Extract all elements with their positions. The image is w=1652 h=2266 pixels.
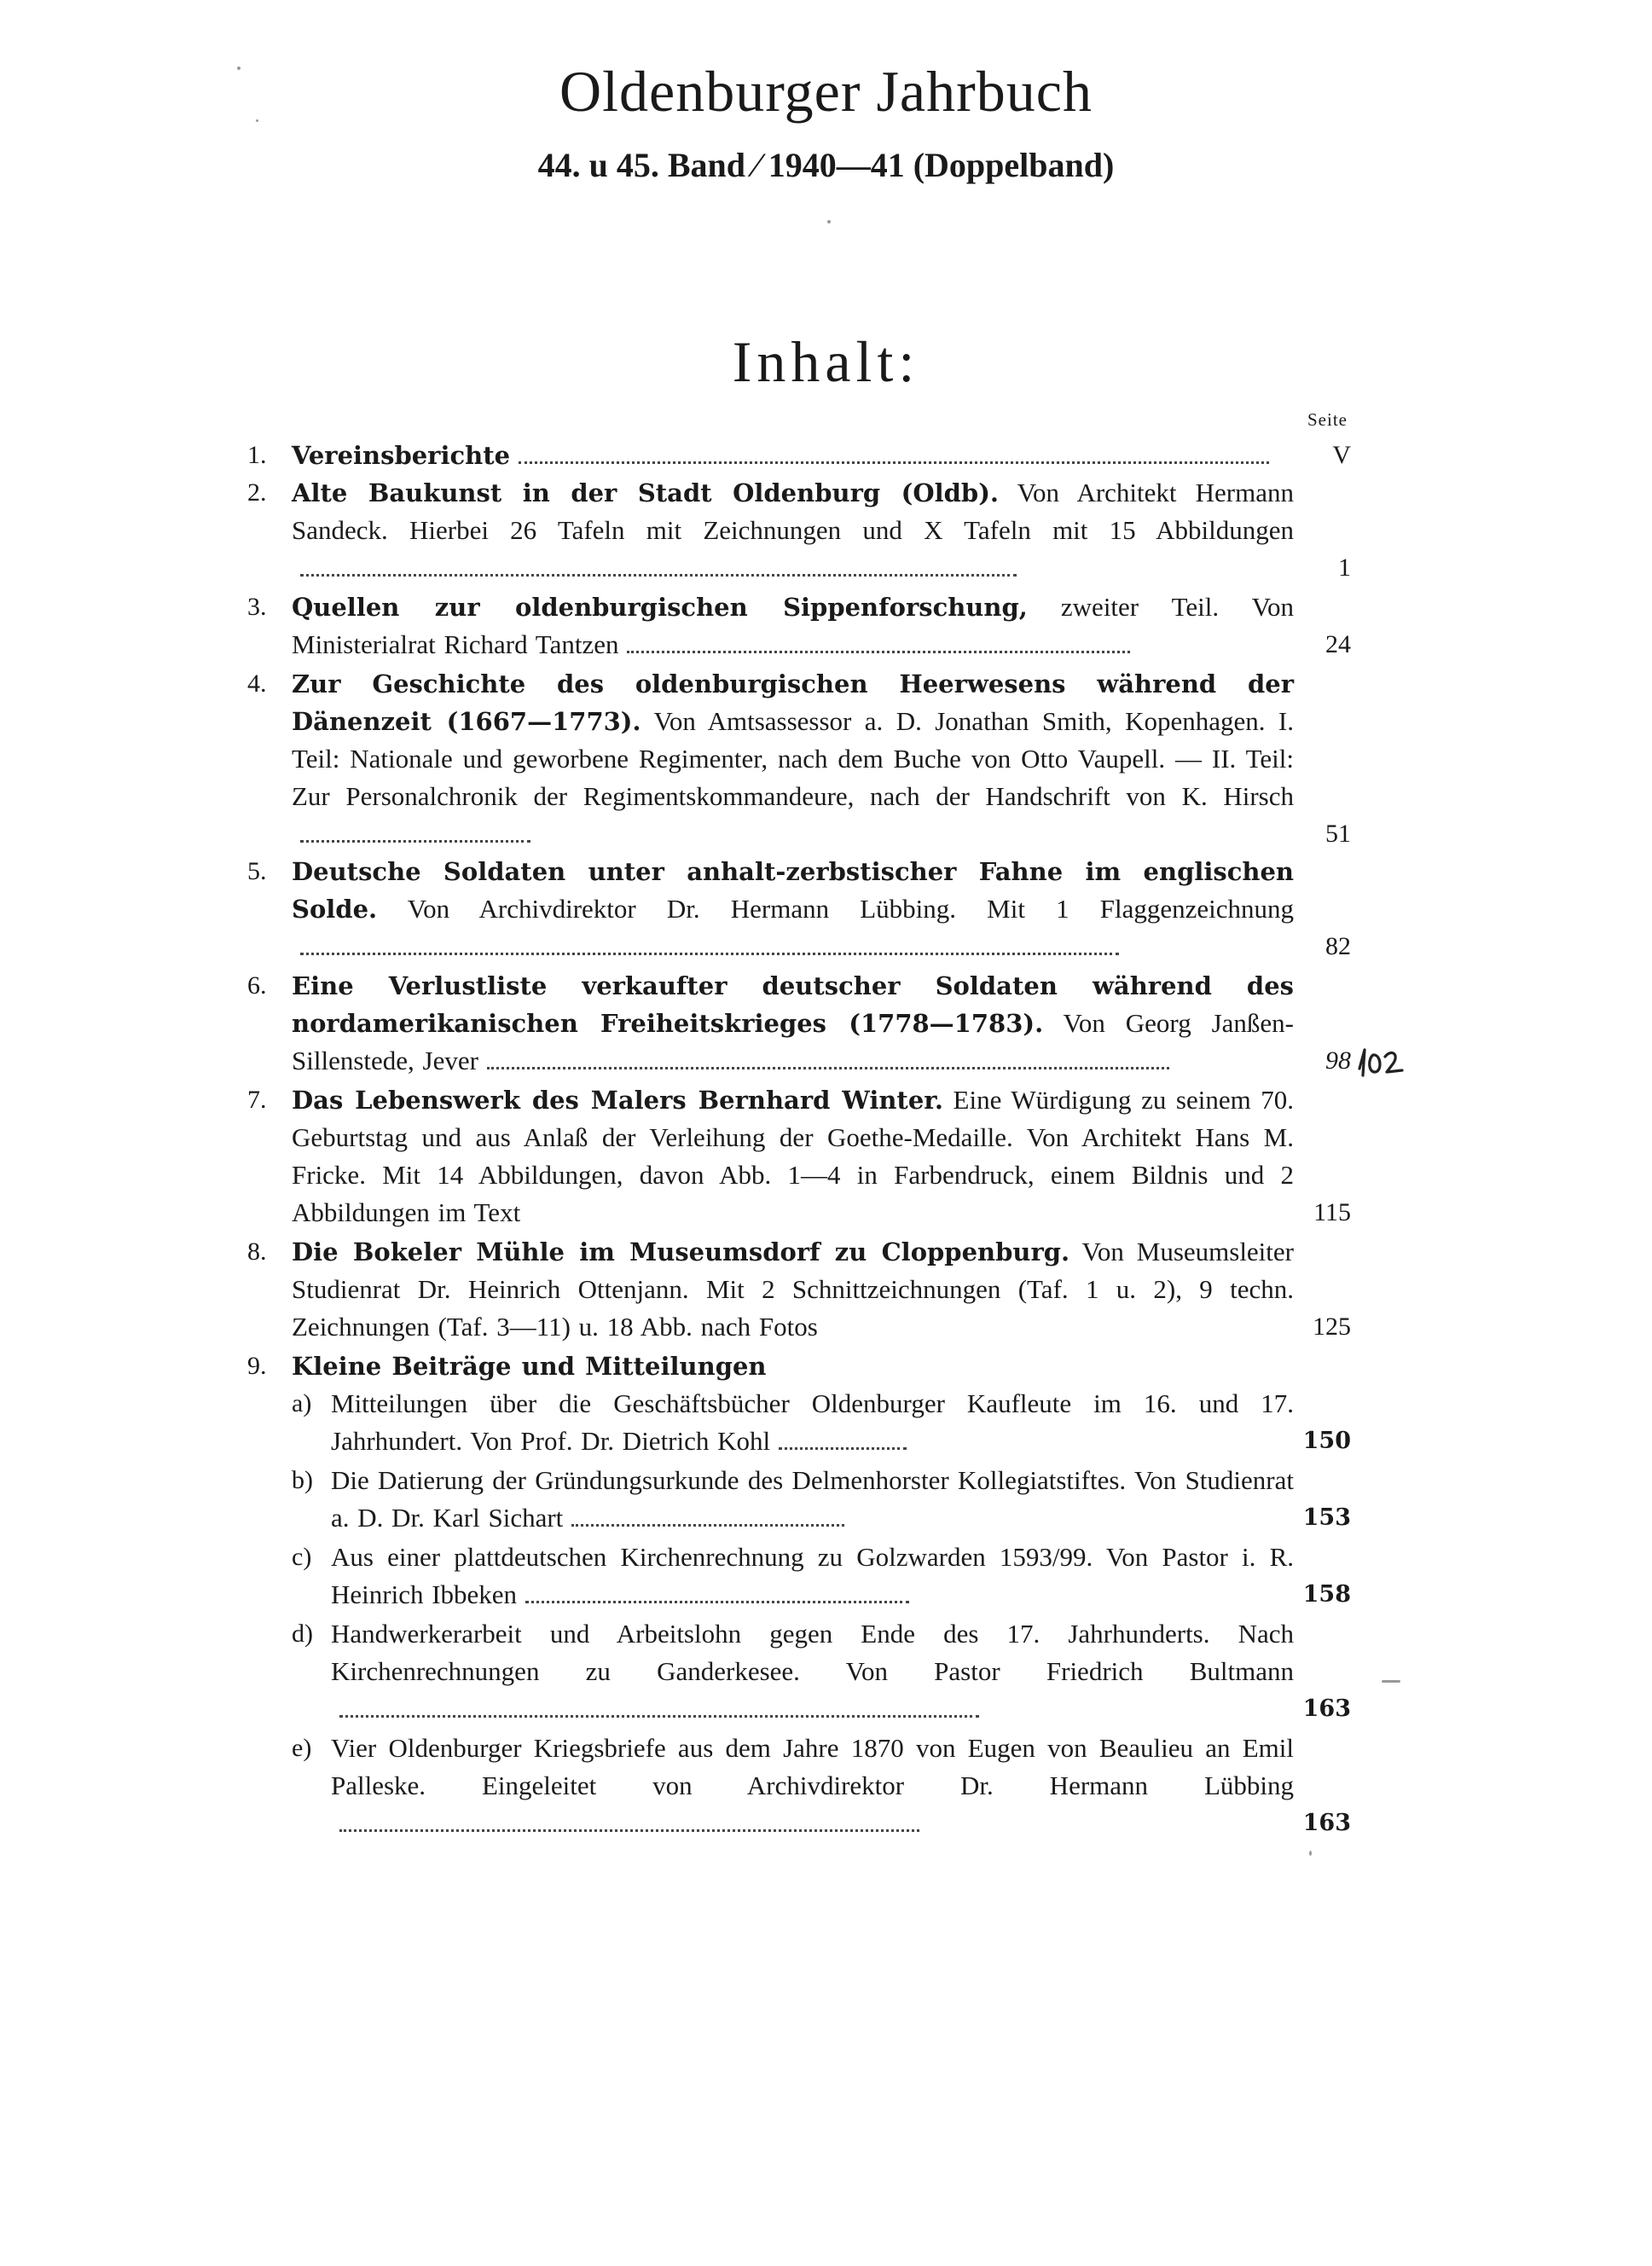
- subentry-text: [331, 1615, 1294, 1728]
- entry-text: [292, 474, 1294, 587]
- handwriting-icon: [1354, 1036, 1414, 1087]
- subentry-letter: d): [292, 1620, 313, 1648]
- entry-title: Vereinsberichte: [292, 441, 511, 470]
- entry-title: Die Bokeler Mühle im Museumsdorf zu Cloppenburg.: [292, 1237, 1070, 1266]
- dot-leader: [487, 1067, 1169, 1069]
- book-title: Oldenburger Jahrbuch: [559, 59, 1093, 124]
- entry-number: 2.: [247, 478, 267, 507]
- entry-page: 150: [1302, 1428, 1351, 1454]
- entry-title: Eine Verlustliste verkaufter deutscher Soldaten während des nordamerikanischen Freiheitskrieges (1778—1783).: [292, 971, 1294, 1038]
- entry-page: 51: [1325, 820, 1351, 848]
- entry-text: [292, 665, 1294, 853]
- subentry-text: [331, 1462, 1294, 1537]
- dot-leader: [627, 651, 1130, 653]
- subentry-description: Aus einer plattdeutschen Kirchenrechnung zu Golzwarden 1593/99. Von Pastor i. R. Heinrich Ibbeken: [331, 1542, 1294, 1609]
- dot-leader: [779, 1447, 907, 1450]
- subentry-text: [331, 1730, 1294, 1842]
- dot-leader: [519, 461, 1269, 464]
- entry-description: Von Georg Janßen-Sillenstede, Jever: [292, 1008, 1294, 1075]
- entry-text: [292, 1347, 1294, 1385]
- dot-leader: [571, 1524, 844, 1527]
- entry-number: 6.: [247, 971, 267, 1000]
- dot-leader: [300, 840, 530, 843]
- entry-text: [292, 1233, 1294, 1346]
- subentry-letter: e): [292, 1734, 312, 1762]
- entry-text: [292, 967, 1294, 1080]
- volume-subtitle: 44. u 45. Band ⁄ 1940—41 (Doppelband): [537, 146, 1115, 184]
- scan-speck: [1382, 1680, 1400, 1683]
- entry-description: Von Amtsassessor a. D. Jonathan Smith, Kopenhagen. I. Teil: Nationale und geworbene Regimenter, nach dem Buche von Otto Vaupell. — II. Teil: Zur Personalchronik der Regimentskommandeure, nach der Handschrift von K. Hirsch: [292, 706, 1294, 811]
- entry-text: [292, 1081, 1294, 1232]
- entry-page: 1: [1338, 553, 1351, 582]
- scan-speck: [1309, 1851, 1312, 1856]
- subentry-description: Vier Oldenburger Kriegsbriefe aus dem Jahre 1870 von Eugen von Beaulieu an Emil Palleske. Eingeleitet von Archivdirektor Dr. Hermann Lübbing: [331, 1733, 1294, 1800]
- entry-number: 3.: [247, 593, 267, 621]
- entry-page: 24: [1325, 630, 1351, 658]
- entry-page: 98: [1325, 1046, 1351, 1075]
- subentry-letter: b): [292, 1466, 313, 1494]
- page-column-label: Seite: [1307, 409, 1348, 430]
- handwritten-correction: [1354, 1036, 1414, 1087]
- entry-text: [292, 588, 1294, 664]
- contents-heading: Inhalt:: [732, 329, 920, 394]
- entry-number: 7.: [247, 1086, 267, 1114]
- entry-title: Alte Baukunst in der Stadt Oldenburg (Oldb).: [292, 478, 1000, 507]
- dot-leader: [339, 1829, 919, 1832]
- entry-number: 5.: [247, 857, 267, 885]
- entry-description: Von Museumsleiter Studienrat Dr. Heinrich Ottenjann. Mit 2 Schnittzeichnungen (Taf. 1 u. 2), 9 techn. Zeichnungen (Taf. 3—11) u. 18 Abb. nach Fotos: [292, 1237, 1294, 1342]
- entry-title: Deutsche Soldaten unter anhalt-zerbstischer Fahne im englischen Solde.: [292, 857, 1294, 924]
- subentry-text: [331, 1539, 1294, 1614]
- entry-page: 115: [1313, 1198, 1351, 1226]
- scan-speck: [237, 67, 241, 70]
- subentry-letter: a): [292, 1389, 312, 1417]
- entry-page: 158: [1302, 1581, 1351, 1608]
- subentry-letter: c): [292, 1543, 312, 1571]
- entry-page: V: [1332, 441, 1351, 469]
- entry-page: 82: [1325, 932, 1351, 960]
- entry-title: Das Lebenswerk des Malers Bernhard Winter.: [292, 1086, 943, 1115]
- entry-title: Kleine Beiträge und Mitteilungen: [292, 1352, 767, 1381]
- scan-speck: [256, 119, 258, 122]
- entry-title: Quellen zur oldenburgischen Sippenforschung,: [292, 593, 1028, 622]
- entry-text: [292, 437, 1294, 474]
- entry-page: 125: [1313, 1313, 1351, 1341]
- subentry-description: Handwerkerarbeit und Arbeitslohn gegen Ende des 17. Jahrhunderts. Nach Kirchenrechnungen zu Ganderkesee. Von Pastor Friedrich Bultmann: [331, 1619, 1294, 1686]
- entry-text: [292, 853, 1294, 965]
- subentry-description: Mitteilungen über die Geschäftsbücher Oldenburger Kaufleute im 16. und 17. Jahrhundert. Von Prof. Dr. Dietrich Kohl: [331, 1388, 1294, 1456]
- entry-page: 163: [1302, 1695, 1351, 1722]
- entry-description: Von Architekt Hermann Sandeck. Hierbei 26 Tafeln mit Zeichnungen und X Tafeln mit 15 Abbildungen: [292, 478, 1294, 545]
- entry-page: 153: [1302, 1504, 1351, 1531]
- entry-page: 163: [1302, 1810, 1351, 1836]
- entry-description: Von Archivdirektor Dr. Hermann Lübbing. Mit 1 Flaggenzeichnung: [377, 894, 1294, 924]
- entry-number: 1.: [247, 441, 267, 469]
- dot-leader: [300, 574, 1017, 577]
- entry-description: Eine Würdigung zu seinem 70. Geburtstag und aus Anlaß der Verleihung der Goethe-Medaille. Von Architekt Hans M. Fricke. Mit 14 Abbildungen, davon Abb. 1—4 in Farbendruck, einem Bildnis und 2 Abbildungen im Text: [292, 1085, 1294, 1227]
- entry-number: 4.: [247, 669, 267, 698]
- dot-leader: [525, 1601, 909, 1603]
- dot-leader: [339, 1715, 979, 1718]
- entry-description: zweiter Teil. Von Ministerialrat Richard Tantzen: [292, 592, 1294, 659]
- subentry-description: Die Datierung der Gründungsurkunde des Delmenhorster Kollegiatstiftes. Von Studienrat a. D. Dr. Karl Sichart: [331, 1465, 1294, 1533]
- dot-leader: [300, 953, 1119, 955]
- scan-speck: [827, 220, 831, 223]
- entry-number: 8.: [247, 1237, 267, 1266]
- subentry-text: [331, 1385, 1294, 1460]
- entry-number: 9.: [247, 1352, 267, 1380]
- entry-title: Zur Geschichte des oldenburgischen Heerwesens während der Dänenzeit (1667—1773).: [292, 669, 1294, 736]
